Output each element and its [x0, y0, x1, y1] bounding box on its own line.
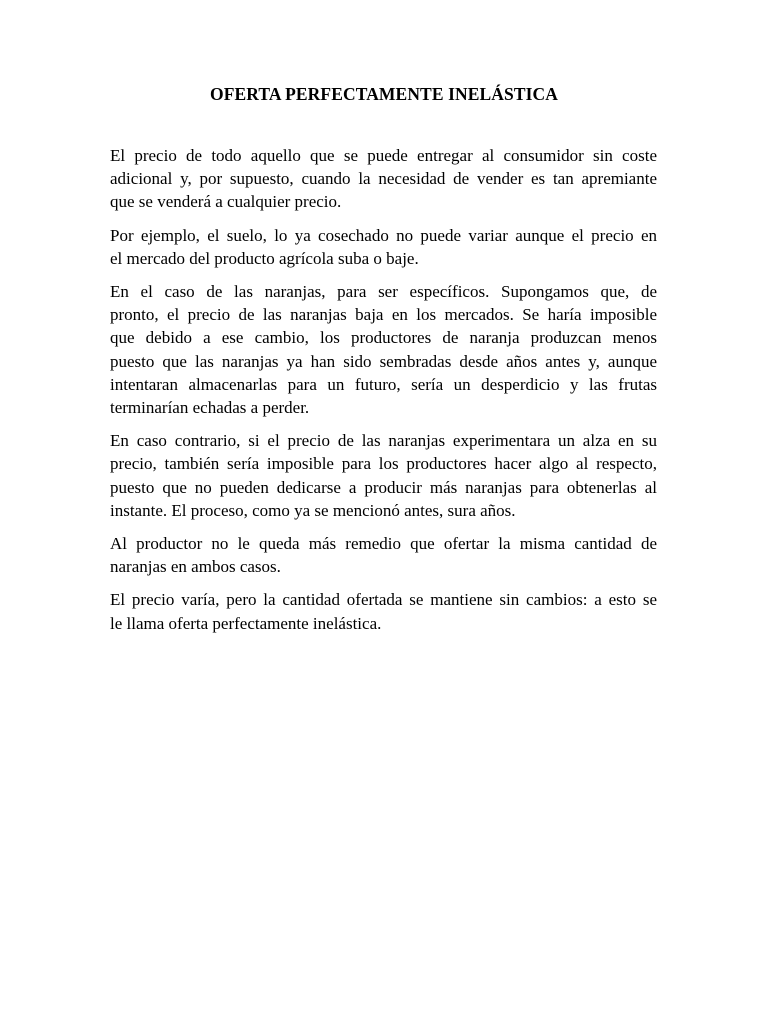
paragraph-line: puesto que no pueden dedicarse a producir más naranjas para obtenerlas al: [110, 477, 657, 497]
paragraph-line: terminarían echadas a perder.: [110, 398, 310, 418]
paragraph-line: el mercado del producto agrícola suba o baje.: [110, 248, 419, 268]
paragraph-5: [110, 532, 657, 578]
paragraph-line: que debido a ese cambio, los productores de naranja produzcan menos: [110, 328, 657, 348]
paragraph-4: [110, 429, 657, 522]
paragraph-line: El precio de todo aquello que se puede entregar al consumidor sin coste: [110, 146, 657, 165]
paragraph-line: Al productor no le queda más remedio que ofertar la misma cantidad de: [110, 534, 657, 554]
paragraph-line: naranjas en ambos casos.: [110, 557, 281, 577]
paragraph-line: que se venderá a cualquier precio.: [110, 192, 342, 212]
paragraph-line: En caso contrario, si el precio de las naranjas experimentara un alza en su: [110, 431, 657, 451]
paragraph-line: En el caso de las naranjas, para ser específicos. Supongamos que, de: [110, 282, 657, 302]
paragraph-3: [110, 280, 657, 419]
paragraph-line: Por ejemplo, el suelo, lo ya cosechado no puede variar aunque el precio en: [110, 225, 657, 245]
paragraph-line: adicional y, por supuesto, cuando la necesidad de vender es tan apremiante: [110, 169, 657, 189]
paragraph-line: instante. El proceso, como ya se mencionó antes, sura años.: [110, 500, 516, 520]
paragraph-1: [110, 144, 657, 214]
paragraph-2: [110, 224, 657, 270]
paragraph-line: precio, también sería imposible para los productores hacer algo al respecto,: [110, 454, 657, 474]
document-body: [110, 144, 657, 645]
paragraph-line: puesto que las naranjas ya han sido sembradas desde años antes y, aunque: [110, 351, 657, 371]
paragraph-line: intentaran almacenarlas para un futuro, sería un desperdicio y las frutas: [110, 374, 657, 394]
document-title: OFERTA PERFECTAMENTE INELÁSTICA: [210, 84, 558, 104]
paragraph-line: pronto, el precio de las naranjas baja en los mercados. Se haría imposible: [110, 305, 657, 325]
paragraph-line: le llama oferta perfectamente inelástica.: [110, 613, 382, 633]
paragraph-6: [110, 588, 657, 634]
paragraph-line: El precio varía, pero la cantidad ofertada se mantiene sin cambios: a esto se: [110, 590, 657, 610]
